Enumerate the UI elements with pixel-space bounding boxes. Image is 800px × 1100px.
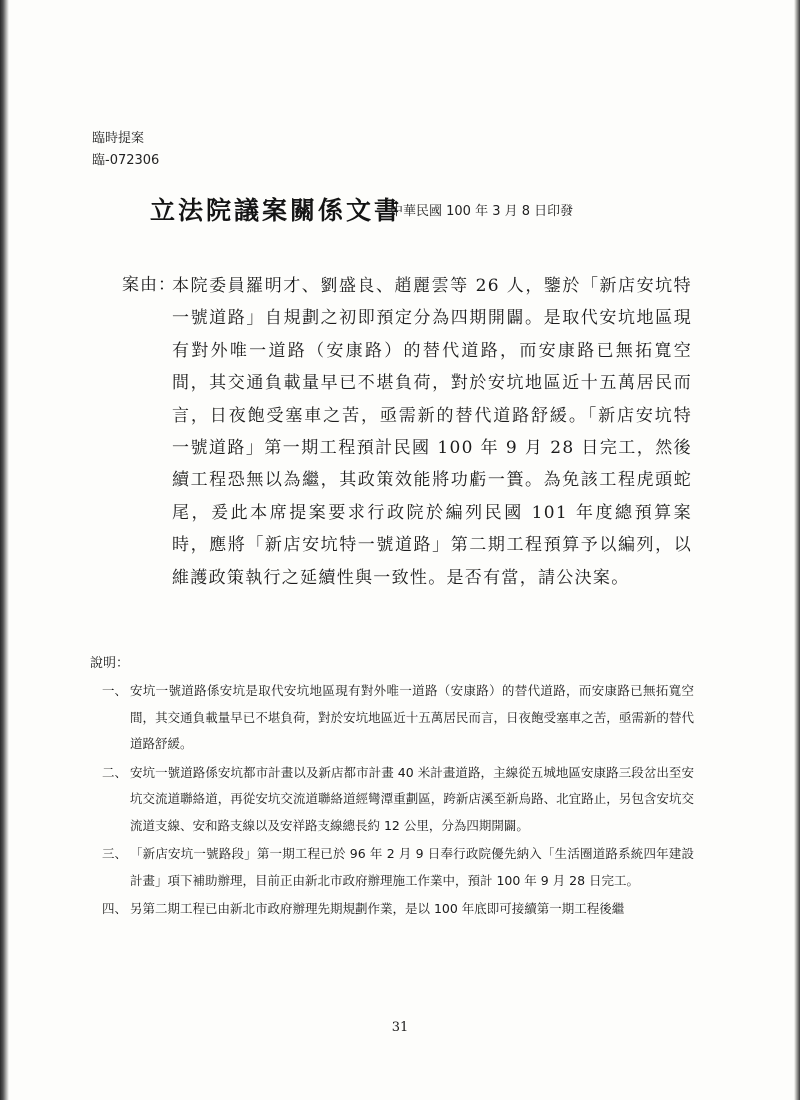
- list-item: [102, 678, 694, 758]
- item-text: 另第二期工程已由新北市政府辦理先期規劃作業，是以 100 年底即可接續第一期工程後繼: [130, 901, 625, 916]
- proposal-category: 臨時提案: [92, 131, 145, 146]
- explanation-label: 說明：: [90, 656, 130, 671]
- item-number: 三、: [102, 846, 128, 861]
- page-number: 31: [391, 1020, 409, 1035]
- scan-edge-left: [0, 0, 9, 1100]
- print-date: 中華民國 100 年 3 月 8 日印發: [390, 204, 574, 219]
- explanation-list: [102, 678, 694, 925]
- item-text: 「新店安坑一號路段」第一期工程已於 96 年 2 月 9 日奉行政院優先納入「生活圈道路系統四年建設計畫」項下補助辦理，目前正由新北市政府辦理施工作業中，預計 100 年 9 月 28 日完工。: [130, 846, 694, 888]
- list-item: [102, 841, 694, 894]
- document-meta: [92, 128, 159, 172]
- cause-label: 案由：: [122, 275, 176, 295]
- item-number: 二、: [102, 764, 128, 780]
- item-number: 一、: [102, 683, 128, 698]
- document-title: 立法院議案關係文書: [150, 196, 403, 225]
- title-row: [150, 191, 750, 231]
- item-number: 四、: [102, 901, 128, 916]
- list-item: [102, 760, 694, 840]
- cause-text: 本院委員羅明才、劉盛良、趙麗雲等 26 人，鑒於「新店安坑特一號道路」自規劃之初即預定分為四期開闢。是取代安坑地區現有對外唯一道路（安康路）的替代道路，而安康路已無拓寬空間，其交通負載量早已不堪負荷，對於安坑地區近十五萬居民而言，日夜飽受塞車之苦，亟需新的替代道路舒緩。「新店安坑特一號道路」第一期工程預計民國 100 年 9 月 28 日完工，然後續工程恐無以為繼，其政策效能將功虧一簣。為免該工程虎頭蛇尾，爰此本席提案要求行政院於編列民國 101 年度總預算案時，應將「新店安坑特一號道路」第二期工程預算予以編列，以維護政策執行之延續性與一致性。是否有當，請公決案。: [172, 276, 692, 588]
- scan-edge-right: [794, 0, 800, 1100]
- item-text: 安坑一號道路係安坑是取代安坑地區現有對外唯一道路（安康路）的替代道路，而安康路已無拓寬空間，其交通負載量早已不堪負荷，對於安坑地區近十五萬居民而言，日夜飽受塞車之苦，亟需新的替代道路舒緩。: [130, 683, 694, 751]
- proposal-code: 臨-072306: [92, 153, 160, 168]
- list-item: [102, 896, 694, 923]
- item-text: 安坑一號道路係安坑都市計畫以及新店都市計畫 40 米計畫道路，主線從五城地區安康路三段岔出至安坑交流道聯絡道，再從安坑交流道聯絡道經彎潭重劃區，跨新店溪至新烏路、北宜路止，另包含安坑交流道支線、安和路支線以及安祥路支線總長約 12 公里，分為四期開闢。: [130, 764, 694, 833]
